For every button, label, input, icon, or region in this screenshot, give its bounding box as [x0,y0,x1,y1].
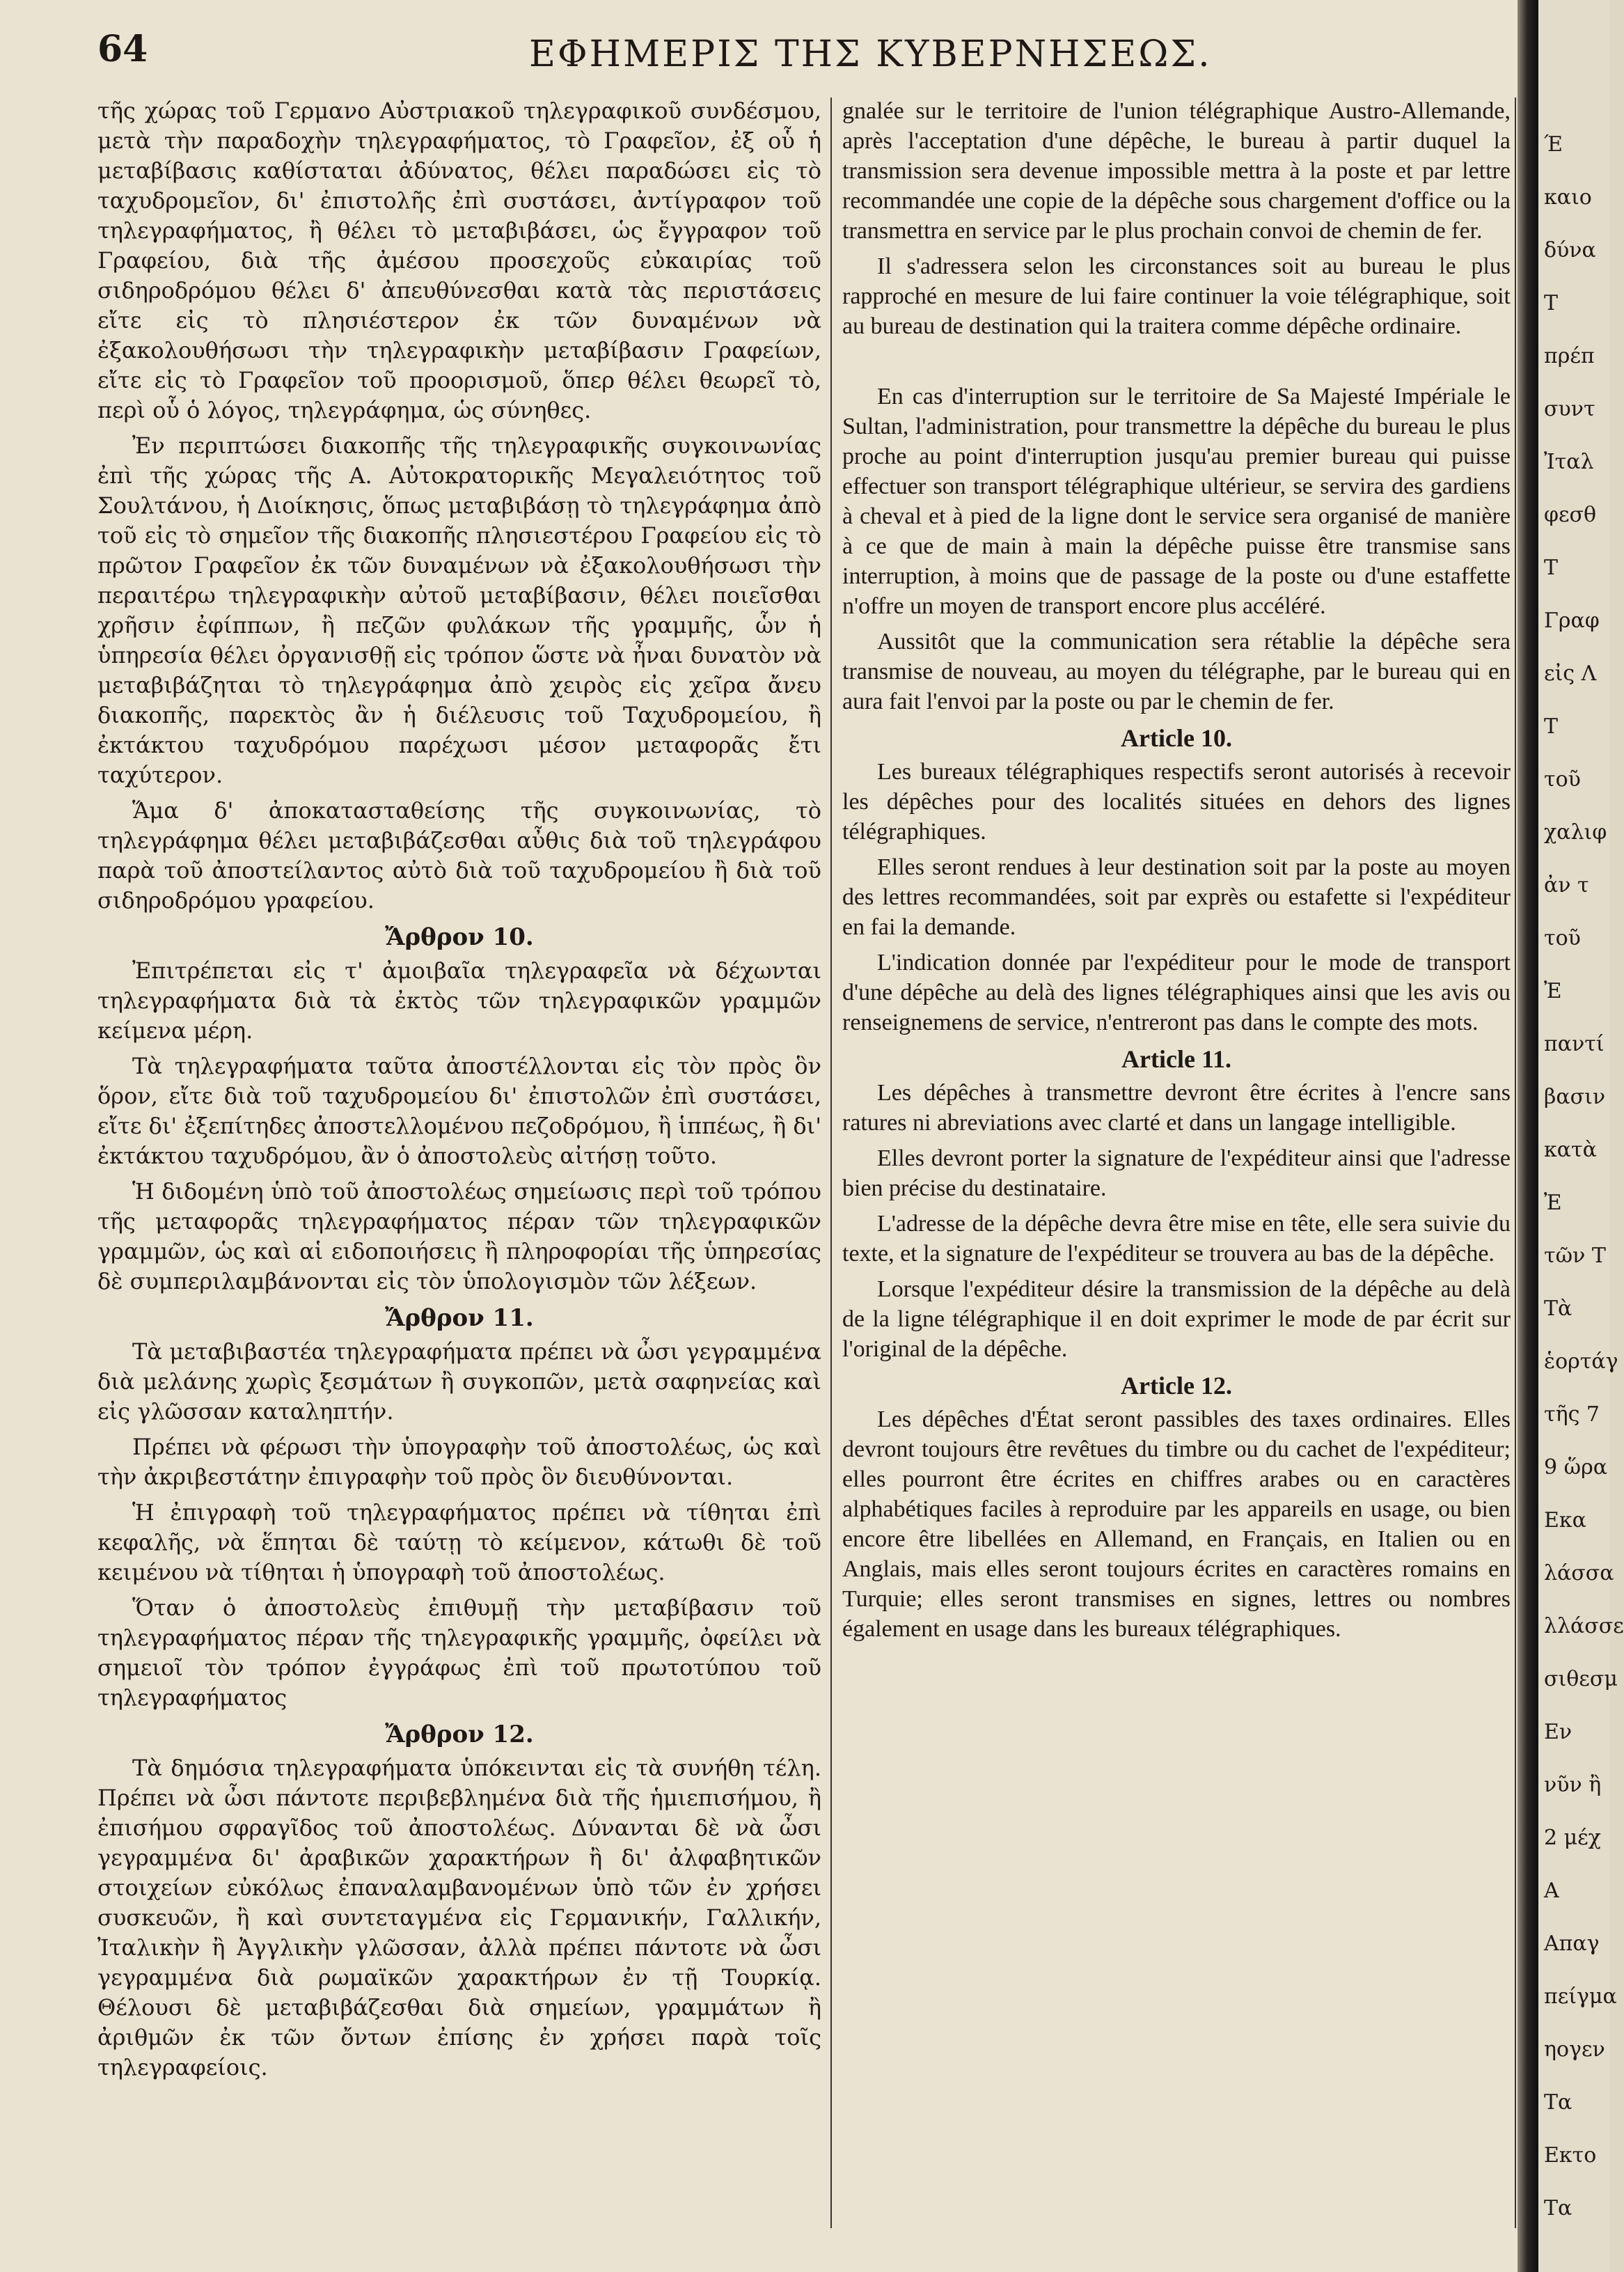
adjacent-page-fragment: Γραφ [1544,609,1600,633]
adjacent-page-fragment: παντί [1544,1032,1605,1056]
page-number: 64 [97,28,148,70]
adjacent-page-fragment: ἑορτάγ [1544,1349,1618,1374]
adjacent-page-fragment: Απαγ [1544,1932,1600,1956]
adjacent-page-fragment: φεσθ [1544,503,1597,527]
french-art10-paragraph-2: Elles seront rendues à leur destination soit par la poste au moyen des lettres recommandées, soit par exprès ou estafette si l'expéditeur en fai la demande. [842,854,1511,940]
adjacent-page-fragment: ηογεν [1544,2037,1605,2062]
greek-interruption-paragraph: Ἐν περιπτώσει διακοπῆς τῆς τηλεγραφικῆς συγκοινωνίας ἐπὶ τῆς χώρας τῆς Α. Αὐτοκρατορικῆς Μεγαλειότητος τοῦ Σουλτάνου, ἡ Διοίκησις, ὅπως μεταβιβάσῃ τὸ τηλεγράφημα ἀπὸ τοῦ εἰς τὸ σημεῖον τῆς διακοπῆς πλησιεστέρου Γραφείου εἰς τὸ πρῶτον Γραφεῖον ἐκ τῶν δυναμένων νὰ ἐξακολουθήσωσι τὴν περαιτέρω τηλεγραφικὴν αὐτοῦ μεταβίβασιν, θέλει ποιεῖσθαι χρῆσιν ἐφίππων, ἢ πεζῶν φυλάκων τῆς γραμμῆς, ὧν ἡ ὑπηρεσία θέλει ὀργανισθῇ εἰς τρόπον ὥστε νὰ ἦναι δυνατὸν νὰ μεταβιβάζηται τὸ τηλεγράφημα ἀπὸ χειρὸς εἰς χεῖρα ἄνευ διακοπῆς, παρεκτὸς ἂν ἡ διέλευσις τοῦ Ταχυδρομείου, ἢ ἐκτάκτου ταχυδρόμου παρέχωσι μέσον μεταφορᾶς ἔτι ταχύτερον. [97,432,821,788]
greek-article-10-heading: Ἄρθρον 10. [385,923,534,951]
adjacent-page-fragment: Ἰταλ [1544,450,1594,474]
adjacent-page-fragment: λλάσσε [1544,1614,1624,1638]
column-divider [830,97,832,2228]
french-art10-paragraph-1: Les bureaux télégraphiques respectifs seront autorisés à recevoir les dépêches pour des localités situées en dehors des lignes télégraphiques. [842,759,1511,845]
book-gutter [1517,0,1538,2272]
french-restore-paragraph: Aussitôt que la communication sera rétablie la dépêche sera transmise de nouveau, au moyen du télégraphe, par le bureau qui en aura fait l'envoi par la poste ou par le chemin de fer. [842,629,1511,714]
adjacent-page-fragment: πρέπ [1544,344,1595,368]
adjacent-page-fragment: Τα [1544,2090,1572,2115]
adjacent-page-fragment: σιθεσμ [1544,1667,1618,1691]
adjacent-page-fragment: εἰς Λ [1544,661,1597,686]
adjacent-page-fragment: λάσσα [1544,1561,1614,1585]
adjacent-page-fragment: καιο [1544,185,1592,210]
adjacent-page-fragment: πείγμα [1544,1984,1617,2009]
french-art12-paragraph-1: Les dépêches d'État seront passibles des taxes ordinaires. Elles devront toujours être revêtues du timbre ou du cachet de l'expéditeur; elles pourront être écrites en chiffres arabes ou en caractères alphabétiques faciles à reproduire par les appareils en usage, ou bien encore être libellées en Allemand, en Français, en Italien ou en Anglais, mais elles seront toujours écrites en caractères romains en Turquie; elles seront transmises en signes, lettres ou nombres également en usage dans les bureaux télégraphiques. [842,1407,1511,1642]
adjacent-page-fragment: χαλιφ [1544,820,1607,845]
adjacent-page-fragment: κατὰ [1544,1138,1597,1162]
french-article-11-heading: Article 11. [1121,1045,1231,1073]
greek-art11-paragraph-3: Ἡ ἐπιγραφὴ τοῦ τηλεγραφήματος πρέπει νὰ τίθηται ἐπὶ κεφαλῆς, νὰ ἕπηται δὲ ταύτῃ τὸ κείμενον, κάτωθι δὲ τοῦ κειμένου νὰ τίθηται ἡ ὑπογραφὴ τοῦ ἀποστολέως. [97,1499,821,1585]
adjacent-page-fragment: νῦν ἢ [1544,1773,1602,1797]
page-header [97,28,1517,91]
greek-art11-paragraph-4: Ὅταν ὁ ἀποστολεὺς ἐπιθυμῇ τὴν μεταβίβασιν τοῦ τηλεγραφήματος πέραν τῆς τηλεγραφικῆς γραμμῆς, ὀφείλει νὰ σημειοῖ τὸν τρόπον ἐγγράφως ἐπὶ τοῦ πρωτοτύπου τοῦ τηλεγραφήματος [97,1595,821,1711]
adjacent-page-fragment: Α [1544,1879,1559,1903]
adjacent-page-fragment: Τ [1544,291,1559,315]
adjacent-page-fragment: Εκα [1544,1508,1586,1533]
adjacent-page-fragment: Τ [1544,714,1559,739]
adjacent-page-fragment: 9 ὥρα [1544,1455,1607,1480]
greek-art11-paragraph-2: Πρέπει νὰ φέρωσι τὴν ὑπογραφὴν τοῦ ἀποστολέως, ὡς καὶ τὴν ἀκριβεστάτην ἐπιγραφὴν τοῦ πρὸς ὃν διευθύνονται. [97,1434,821,1490]
greek-art12-paragraph-1: Τὰ δημόσια τηλεγραφήματα ὑπόκεινται εἰς τὰ συνήθη τέλη. Πρέπει νὰ ὦσι πάντοτε περιβεβλημένα διὰ τῆς ἡμιεπισήμου, ἢ ἐπισήμου σφραγῖδος τοῦ ἀποστολέως. Δύνανται δὲ νὰ ὦσι γεγραμμένα δι' ἀραβικῶν χαρακτήρων ἢ δι' ἀλφαβητικῶν στοιχείων εὐκόλως ἐπαναλαμβανομένων ὑπὸ τῶν ἐν χρήσει συσκευῶν, ἢ καὶ συντεταγμένα εἰς Γερμανικήν, Γαλλικήν, Ἰταλικὴν ἢ Ἀγγλικὴν γλῶσσαν, ἀλλὰ πρέπει πάντοτε νὰ ὦσι γεγραμμένα διὰ ρωμαϊκῶν χαρακτήρων ἐν τῇ Τουρκίᾳ. Θέλουσι δὲ μεταβιβάζεσθαι διὰ σημείων, γραμμάτων ἢ ἀριθμῶν ἐκ τῶν ὄντων ἐπίσης ἐν χρήσει παρὰ τοῖς τηλεγραφείοις. [97,1755,821,2081]
greek-intro-paragraph: τῆς χώρας τοῦ Γερμανο Αὐστριακοῦ τηλεγραφικοῦ συνδέσμου, μετὰ τὴν παραδοχὴν τηλεγραφήματος, τὸ Γραφεῖον, ἐξ οὗ ἡ μεταβίβασις καθίσταται ἀδύνατος, θέλει παραδώσει εἰς τὸ ταχυδρομεῖον, δι' ἐπιστολῆς ἐπὶ συστάσει, ἀντίγραφον τοῦ τηλεγραφήματος, ἢ θέλει τὸ μεταβιβάσει, ὡς ἔγγραφον τοῦ Γραφείου, διὰ τῆς ἀμέσου προσεχοῦς εὐκαιρίας τοῦ σιδηροδρόμου θέλει δ' ἀπευθύνεσθαι κατὰ τὰς περιστάσεις εἴτε εἰς τὸ πλησιέστερον ἐκ τῶν δυναμένων νὰ ἐξακολουθήσωσι τὴν τηλεγραφικὴν μεταβίβασιν Γραφείων, εἴτε εἰς τὸ Γραφεῖον τοῦ προορισμοῦ, ὅπερ θέλει θεωρεῖ τὸ, περὶ οὗ ὁ λόγος, τηλεγράφημα, ὡς σύνηθες. [97,97,821,423]
greek-column [97,96,821,2241]
adjacent-page-fragment: Τὰ [1544,1296,1572,1321]
adjacent-page-fragment: 2 μέχ [1544,1826,1601,1850]
adjacent-page-fragment: τῆς 7 [1544,1402,1600,1427]
adjacent-page-fragment: Τ [1544,556,1559,580]
french-art11-paragraph-3: L'adresse de la dépêche devra être mise en tête, elle sera suivie du texte, et la signature de l'expéditeur se trouvera au bas de la dépêche. [842,1211,1511,1267]
adjacent-page-fragment: τοῦ [1544,767,1581,792]
greek-restore-paragraph: Ἅμα δ' ἀποκατασταθείσης τῆς συγκοινωνίας, τὸ τηλεγράφημα θέλει μεταβιβάζεσθαι αὖθις διὰ τοῦ τηλεγράφου παρὰ τοῦ ἀποστείλαντος αὐτὸ διὰ τοῦ ταχυδρομείου ἢ διὰ τοῦ σιδηροδρόμου γραφείου. [97,797,821,914]
french-article-10-heading: Article 10. [1121,724,1232,752]
greek-article-12-heading: Ἄρθρον 12. [385,1721,534,1748]
french-art11-paragraph-4: Lorsque l'expéditeur désire la transmission de la dépêche au delà de la ligne télégraphique il en doit exprimer le mode de par écrit sur l'original de la dépêche. [842,1276,1511,1362]
adjacent-page-fragment: Έ [1544,132,1563,157]
greek-art10-paragraph-1: Ἐπιτρέπεται εἰς τ' ἀμοιβαῖα τηλεγραφεῖα νὰ δέχωνται τηλεγραφήματα διὰ τὰ ἐκτὸς τῶν τηλεγραφικῶν γραμμῶν κείμενα μέρη. [97,957,821,1044]
adjacent-page-fragment: Εν [1544,1720,1572,1744]
greek-art11-paragraph-1: Τὰ μεταβιβαστέα τηλεγραφήματα πρέπει νὰ ὦσι γεγραμμένα διὰ μελάνης χωρὶς ξεσμάτων ἢ συγκοπῶν, μετὰ σαφηνείας καὶ εἰς γλῶσσαν καταληπτήν. [97,1338,821,1425]
adjacent-page-fragment: ἀν τ [1544,873,1589,898]
adjacent-page-fragment: βασιν [1544,1085,1606,1109]
greek-art10-paragraph-3: Ἡ διδομένη ὑπὸ τοῦ ἀποστολέως σημείωσις περὶ τοῦ τρόπου τῆς μεταφορᾶς τηλεγραφήματος πέραν τῶν τηλεγραφικῶν γραμμῶν, ὡς καὶ αἱ ειδοποιήσεις ἢ πληροφορίαι τῆς ὑπηρεσίας δὲ συμπεριλαμβάνονται εἰς τὸν ὑπολογισμὸν τῶν λέξεων. [97,1178,821,1294]
adjacent-page-fragment: συντ [1544,397,1595,421]
adjacent-page-fragment: Ἐ [1544,1191,1562,1215]
french-spacer [842,347,1511,382]
greek-article-11-heading: Ἄρθρον 11. [385,1304,534,1332]
adjacent-page-fragment: τοῦ [1544,926,1581,950]
french-column [842,96,1511,2241]
greek-art10-paragraph-2: Τὰ τηλεγραφήματα ταῦτα ἀποστέλλονται εἰς τὸν πρὸς ὃν ὅρον, εἴτε διὰ τοῦ ταχυδρομείου δι' ἐπιστολῶν ἐπὶ συστάσει, εἴτε δι' ἐξεπίτηδες ἀποστελλομένου πεζοδρόμου, ἢ ἱππέως, ἢ δι' ἐκτάκτου ταχυδρόμου, ἂν ὁ ἀποστολεὺς αἰτήσῃ τοῦτο. [97,1053,821,1169]
right-border-rule [1515,97,1516,2228]
french-address-paragraph: Il s'adressera selon les circonstances soit au bureau le plus rapproché en mesure de lui faire continuer la voie télégraphique, soit au bureau de destination qui la traitera comme dépêche ordinaire. [842,253,1511,339]
running-title: ΕΦΗΜΕΡΙΣ ΤΗΣ ΚΥΒΕΡΝΗΣΕΩΣ. [529,33,1212,75]
adjacent-page-fragment: τῶν Τ [1544,1244,1606,1268]
french-art11-paragraph-1: Les dépêches à transmettre devront être écrites à l'encre sans ratures ni abreviations avec clarté et dans un langage intelligible. [842,1080,1511,1136]
french-art10-paragraph-3: L'indication donnée par l'expéditeur pour le mode de transport d'une dépêche au delà des lignes télégraphiques ainsi que les avis ou renseignemens de service, n'entreront pas dans le compte des mots. [842,950,1511,1035]
adjacent-page-fragment: δύνα [1544,238,1596,263]
adjacent-page-fragment: Τα [1544,2196,1572,2220]
french-intro-paragraph: gnalée sur le territoire de l'union télégraphique Austro-Allemande, après l'acceptation d'une dépêche, le bureau à partir duquel la transmission sera devenue impossible mettra à la poste et par lettre recommandée une copie de la dépêche sous chargement d'office ou la transmettra en service par le plus prochain convoi de chemin de fer. [842,98,1511,244]
french-interruption-paragraph: En cas d'interruption sur le territoire de Sa Majesté Impériale le Sultan, l'administration, pour transmettre la dépêche du bureau le plus proche au point d'interruption jusqu'au premier bureau qui puisse effectuer son transport télégraphique ultérieur, se servira des gardiens à cheval et à pied de la ligne dont le service sera organisé de manière à ce que de main à main la dépêche puisse être transmise sans interruption, à moins que de passage de la poste ou d'une estaffette n'offre un moyen de transport encore plus accéléré. [842,384,1511,619]
french-article-12-heading: Article 12. [1121,1372,1232,1400]
adjacent-page-edge [1538,0,1624,2272]
adjacent-page-fragment: Εκτο [1544,2143,1597,2168]
french-art11-paragraph-2: Elles devront porter la signature de l'expéditeur ainsi que l'adresse bien précise du destinataire. [842,1145,1511,1201]
adjacent-page-fragment: Ἐ [1544,979,1562,1003]
